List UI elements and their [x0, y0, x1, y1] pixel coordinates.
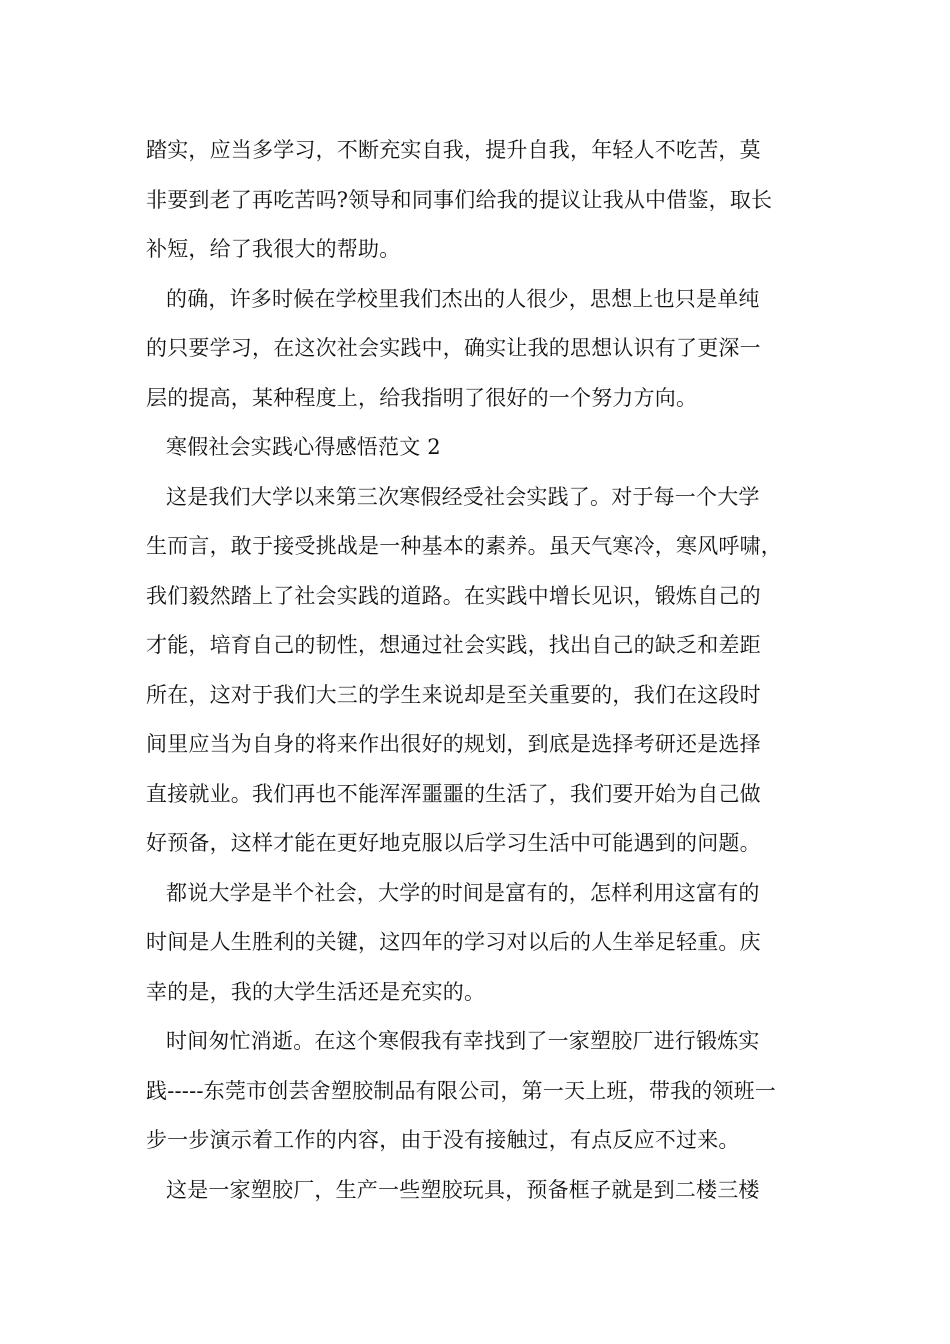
- text-line: 所在，这对于我们大三的学生来说却是至关重要的，我们在这段时: [146, 682, 761, 707]
- text-line: 间里应当为自身的将来作出很好的规划，到底是选择考研还是选择: [146, 732, 761, 756]
- text-line: 补短，给了我很大的帮助。: [146, 237, 401, 261]
- text-line: 这是一家塑胶厂，生产一些塑胶玩具，预备框子就是到二楼三楼: [166, 1177, 760, 1202]
- text-line: 层的提高，某种程度上，给我指明了很好的一个努力方向。: [146, 385, 698, 410]
- text-line: 踏实，应当多学习，不断充实自我，提升自我，年轻人不吃苦，莫: [146, 138, 761, 162]
- text-line: 的确，许多时候在学校里我们杰出的人很少，思想上也只是单纯: [166, 286, 760, 311]
- text-line: 的只要学习，在这次社会实践中，确实让我的思想认识有了更深一: [146, 336, 761, 360]
- text-line: 时间匆忙消逝。在这个寒假我有幸找到了一家塑胶厂进行锻炼实: [166, 1029, 760, 1053]
- body-text: [146, 126, 810, 1215]
- text-line: 这是我们大学以来第三次寒假经受社会实践了。对于每一个大学: [166, 484, 760, 509]
- text-line: 步一步演示着工作的内容，由于没有接触过，有点反应不过来。: [146, 1128, 740, 1152]
- text-line: 才能，培育自己的韧性，想通过社会实践，找出自己的缺乏和差距: [146, 633, 761, 657]
- text-line: 都说大学是半个社会，大学的时间是富有的，怎样利用这富有的: [166, 880, 760, 905]
- text-line: 我们毅然踏上了社会实践的道路。在实践中增长见识，锻炼自己的: [146, 583, 761, 608]
- text-line: 好预备，这样才能在更好地克服以后学习生活中可能遇到的问题。: [146, 831, 761, 855]
- text-line: 幸的是，我的大学生活还是充实的。: [146, 979, 486, 1004]
- text-line: 直接就业。我们再也不能浑浑噩噩的生活了，我们要开始为自己做: [146, 781, 761, 806]
- text-line: 非要到老了再吃苦吗?领导和同事们给我的提议让我从中借鉴，取长: [146, 187, 773, 212]
- section-heading: 寒假社会实践心得感悟范文 2: [166, 435, 441, 459]
- text-line: 生而言，敢于接受挑战是一种基本的素养。虽天气寒冷，寒风呼啸，: [146, 534, 782, 558]
- text-line: 践-----东莞市创芸舍塑胶制品有限公司，第一天上班，带我的领班一: [146, 1078, 777, 1103]
- text-line: 时间是人生胜利的关键，这四年的学习对以后的人生举足轻重。庆: [146, 930, 761, 954]
